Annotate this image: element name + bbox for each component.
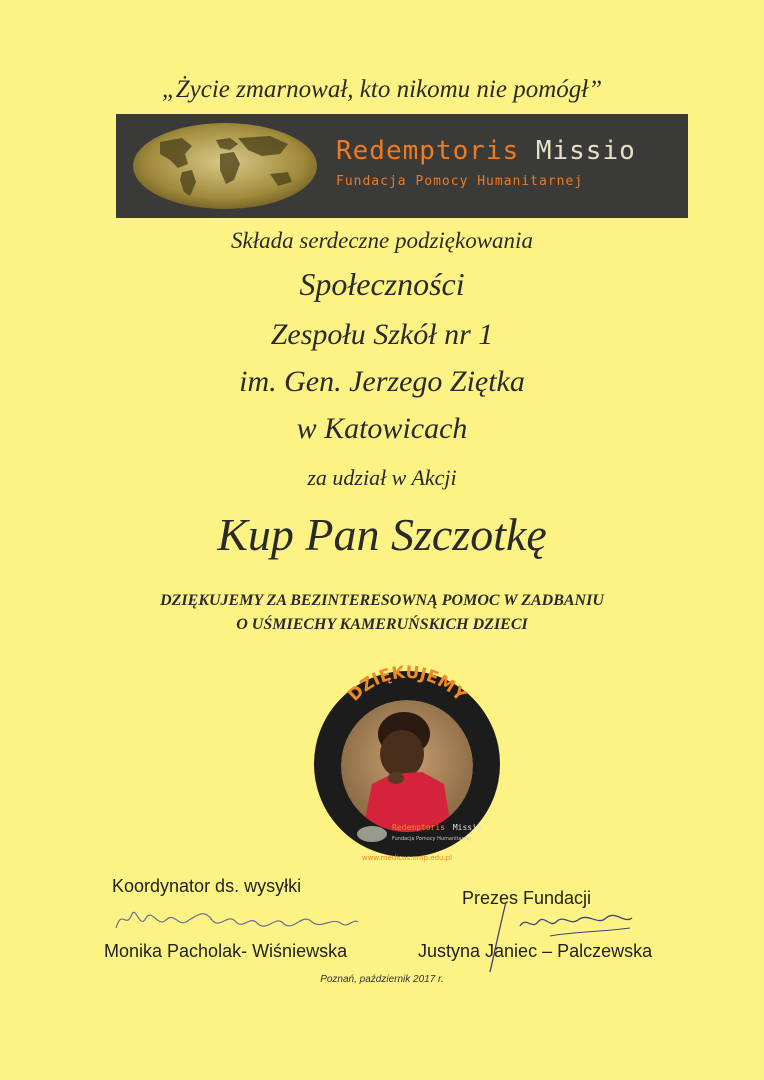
badge-globe-icon (357, 826, 387, 842)
world-map-globe-icon (130, 120, 320, 212)
right-handwritten-signature (460, 896, 660, 976)
right-signature-name: Justyna Janiec – Palczewska (418, 941, 653, 961)
badge-url: www.medicus.ump.edu.pl (361, 854, 453, 862)
badge-brand-part2: Missio (452, 823, 482, 832)
thank-you-badge (312, 654, 502, 874)
foundation-subtitle: Fundacja Pomocy Humanitarnej (336, 174, 584, 189)
brand-part-missio: Missio (535, 136, 636, 166)
place-and-date: Poznań, październik 2017 r. (320, 974, 444, 985)
badge-subtitle: Fundacja Pomocy Humanitarnej (392, 836, 472, 842)
foundation-banner (116, 114, 688, 218)
thanks-heading: Składa serdeczne podziękowania (231, 228, 533, 253)
action-title: Kup Pan Szczotkę (217, 509, 547, 560)
badge-brand-part1: Redemptoris (392, 823, 445, 832)
motto: „Życie zmarnował, kto nikomu nie pomógł” (161, 76, 603, 103)
recipient-line-1: Społeczności (299, 266, 465, 302)
foundation-brand-name (336, 136, 636, 166)
brand-part-redemptoris: Redemptoris (336, 136, 520, 166)
left-signature-role: Koordynator ds. wysyłki (112, 876, 302, 896)
recipient-line-4: w Katowicach (296, 412, 468, 445)
recipient-line-3: im. Gen. Jerzego Ziętka (239, 365, 525, 398)
caption-line-2: O UŚMIECHY KAMERUŃSKICH DZIECI (236, 616, 528, 633)
right-signature-role: Prezes Fundacji (462, 888, 592, 908)
left-handwritten-signature (112, 900, 362, 936)
left-signature-name: Monika Pacholak- Wiśniewska (104, 941, 348, 961)
action-intro: za udział w Akcji (307, 465, 457, 490)
caption-line-1: DZIĘKUJEMY ZA BEZINTERESOWNĄ POMOC W ZADBANIU (160, 592, 604, 609)
badge-arc-textpath: DZIĘKUJEMY (344, 662, 470, 706)
badge-brand (392, 823, 482, 832)
recipient-line-2: Zespołu Szkół nr 1 (270, 318, 494, 351)
